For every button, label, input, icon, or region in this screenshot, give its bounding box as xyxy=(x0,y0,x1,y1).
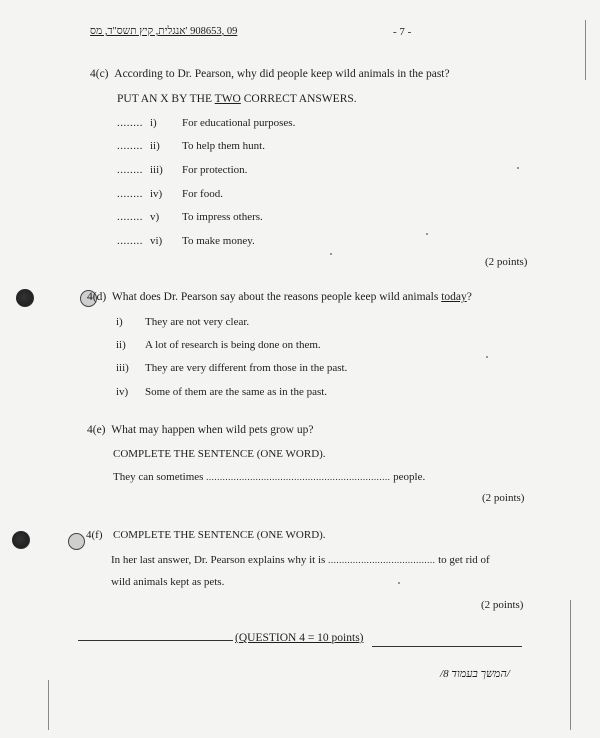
answer-blank[interactable]: ........ xyxy=(117,140,143,152)
answer-blank[interactable]: ........ xyxy=(117,235,143,247)
q4e-points: (2 points) xyxy=(482,492,525,504)
option-text: For food. xyxy=(182,188,223,200)
q4f-instruction: COMPLETE THE SENTENCE (ONE WORD). xyxy=(113,529,326,541)
option-number: iii) xyxy=(116,362,129,374)
option-number: i) xyxy=(116,316,123,328)
scan-edge-mark xyxy=(48,680,49,730)
answer-blank[interactable]: ........ xyxy=(117,211,143,223)
q4c-instruction xyxy=(117,93,357,105)
answer-blank[interactable]: ................................................................... xyxy=(206,472,391,482)
scan-edge-mark xyxy=(585,20,586,80)
q4f-sentence-line1 xyxy=(111,554,490,566)
option-number: ii) xyxy=(150,140,160,152)
q4c-points: (2 points) xyxy=(485,256,528,268)
q4c-option xyxy=(117,117,143,129)
q4e-sentence-start: They can sometimes xyxy=(113,471,204,483)
option-text[interactable]: Some of them are the same as in the past. xyxy=(145,386,328,398)
q4e-question-text: What may happen when wild pets grow up? xyxy=(111,424,314,436)
option-number: i) xyxy=(150,117,157,129)
option-number: v) xyxy=(150,211,160,223)
punch-hole xyxy=(12,531,30,549)
speck xyxy=(517,167,519,169)
q4e-sentence-end: people. xyxy=(393,471,426,483)
footer-rule-left xyxy=(78,640,233,641)
answer-blank[interactable]: ........ xyxy=(117,188,143,200)
q4c-option xyxy=(117,164,143,176)
q4f-number: 4(f) xyxy=(86,529,103,541)
answer-blank[interactable]: ........ xyxy=(117,117,143,129)
question-total: (QUESTION 4 = 10 points) xyxy=(235,632,364,644)
speck xyxy=(330,253,332,255)
q4c-number: 4(c) xyxy=(90,68,109,80)
q4d-question-end: ? xyxy=(466,291,472,303)
footer-rule-right xyxy=(372,646,522,647)
speck xyxy=(486,356,488,358)
q4d-question-today: today xyxy=(441,291,467,303)
option-text[interactable]: They are not very clear. xyxy=(145,316,250,328)
q4c-option xyxy=(117,188,143,200)
q4c-question-row xyxy=(90,68,450,80)
circled-marker xyxy=(68,533,85,550)
q4e-sentence xyxy=(113,471,425,483)
q4f-line1-start: In her last answer, Dr. Pearson explains why it is xyxy=(111,554,326,566)
continue-note: /המשך בעמוד 8/ xyxy=(440,668,510,680)
option-number: iii) xyxy=(150,164,163,176)
q4e-number: 4(e) xyxy=(87,424,106,436)
q4c-option xyxy=(117,140,143,152)
q4e-question-row xyxy=(87,424,313,436)
option-number: ii) xyxy=(116,339,126,351)
page-number: - 7 - xyxy=(393,26,412,38)
q4e-instruction: COMPLETE THE SENTENCE (ONE WORD). xyxy=(113,448,326,460)
option-number: iv) xyxy=(150,188,163,200)
q4f-line1-end: to get rid of xyxy=(438,554,490,566)
header-exam-code: 09 ,908653 'אנגלית, קיץ תשס"ד, מס xyxy=(90,26,238,37)
q4c-instruction-pre: PUT AN X BY THE xyxy=(117,93,215,105)
option-text[interactable]: They are very different from those in the past. xyxy=(145,362,348,374)
q4f-sentence-line2: wild animals kept as pets. xyxy=(111,576,225,588)
answer-blank[interactable]: ....................................... xyxy=(328,555,436,565)
scan-edge-mark xyxy=(570,600,571,730)
q4d-number: 4(d) xyxy=(87,291,107,303)
speck xyxy=(398,582,400,584)
q4c-instruction-two: TWO xyxy=(214,93,241,105)
option-text: For educational purposes. xyxy=(182,117,296,129)
q4c-option xyxy=(117,235,143,247)
option-text: To impress others. xyxy=(182,211,263,223)
option-text: To help them hunt. xyxy=(182,140,265,152)
q4c-option xyxy=(117,211,143,223)
speck xyxy=(426,233,428,235)
option-text: For protection. xyxy=(182,164,248,176)
q4d-question-row xyxy=(87,291,472,303)
q4f-points: (2 points) xyxy=(481,599,524,611)
answer-blank[interactable]: ........ xyxy=(117,164,143,176)
q4c-question-text: According to Dr. Pearson, why did people keep wild animals in the past? xyxy=(114,68,450,80)
q4c-instruction-post: CORRECT ANSWERS. xyxy=(240,93,357,105)
q4d-question-text: What does Dr. Pearson say about the reasons people keep wild animals xyxy=(111,291,442,303)
punch-hole xyxy=(16,289,34,307)
option-number: vi) xyxy=(150,235,163,247)
option-text[interactable]: A lot of research is being done on them. xyxy=(145,339,321,351)
option-number: iv) xyxy=(116,386,129,398)
option-text: To make money. xyxy=(182,235,255,247)
